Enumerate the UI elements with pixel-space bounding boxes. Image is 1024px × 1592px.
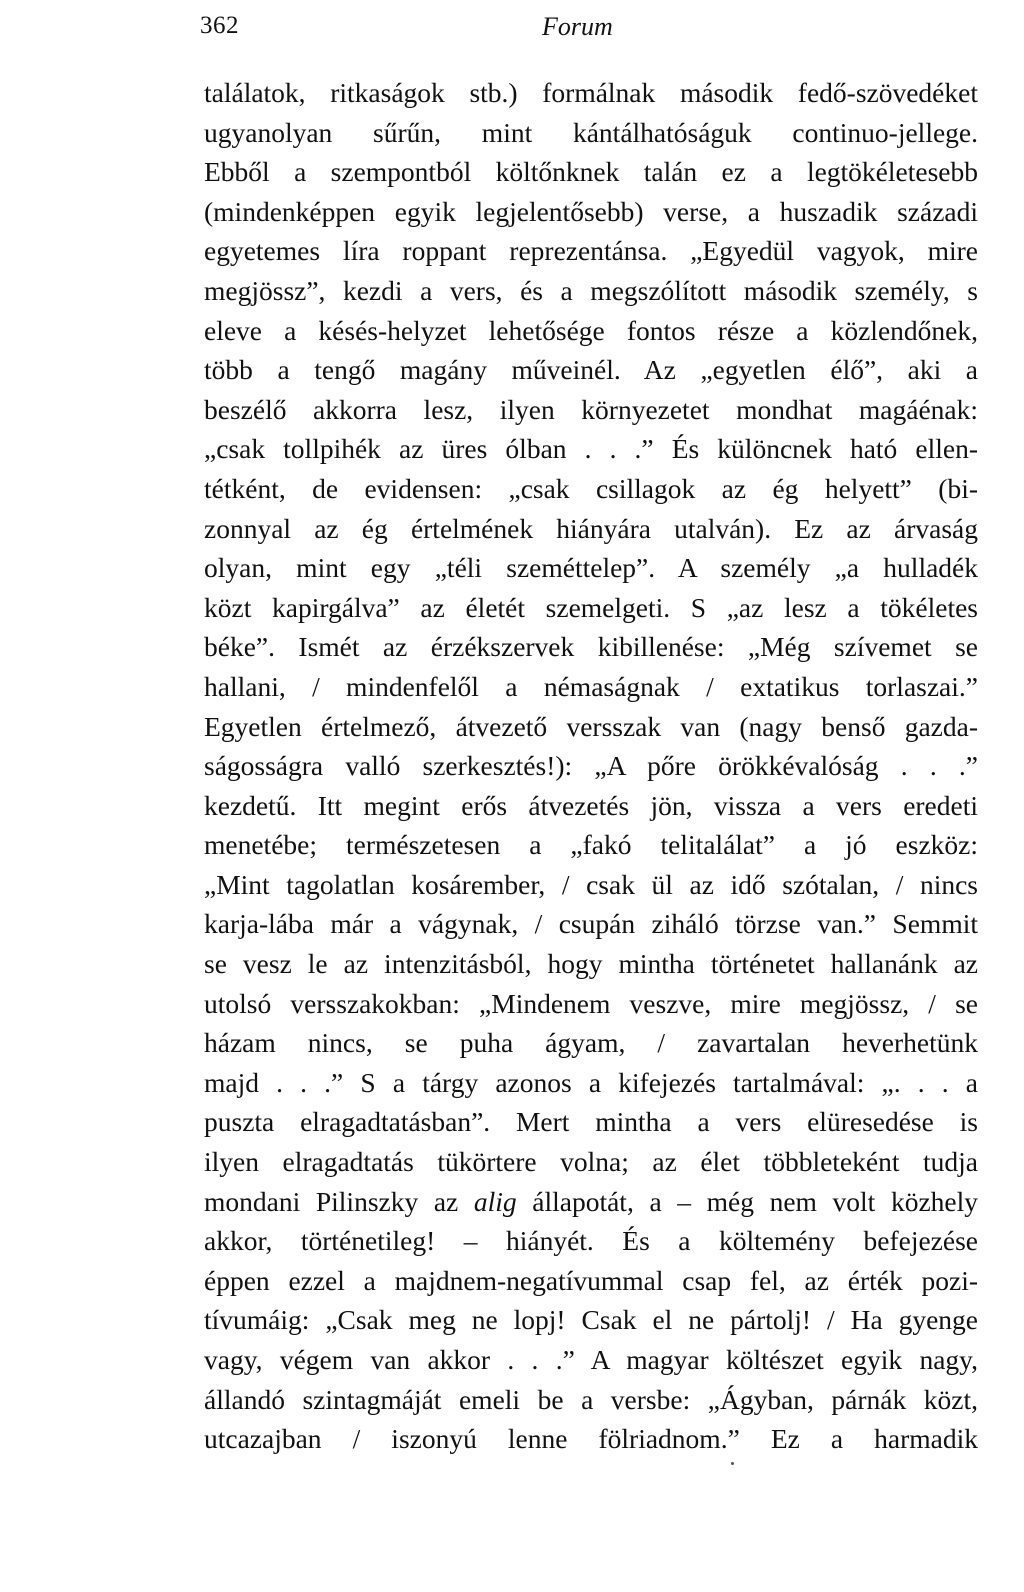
text-line: Ebből a szempontból költőnknek talán ez a legtökéletesebb [204,156,978,188]
emphasized-word: alig [473,1185,517,1217]
text-line: ilyen elragadtatás tükörtere volna; az élet többleteként tudja [204,1146,978,1178]
text-line: „Mint tagolatlan kosárember, / csak ül az idő szótalan, / nincs [204,868,978,900]
journal-title: Forum [542,12,613,41]
print-speck [731,1462,734,1465]
text-line: puszta elragadtatásban”. Mert mintha a vers elüresedése is [204,1106,978,1138]
text-line: ságosságra valló szerkesztés!): „A pőre örökkévalóság . . .” [204,750,978,782]
text-line: majd . . .” S a tárgy azonos a kifejezés tartalmával: „. . . a [204,1066,978,1098]
text-line: olyan, mint egy „téli szeméttelep”. A személy „a hulladék [204,552,978,584]
text-line: kezdetű. Itt megint erős átvezetés jön, vissza a vers eredeti [204,789,978,821]
body-text [204,73,978,1459]
text-line: eleve a késés-helyzet lehetősége fontos része a közlendőnek, [204,314,978,346]
running-head [200,12,980,46]
text-line: éppen ezzel a majdnem-negatívummal csap fel, az érték pozi- [204,1264,978,1296]
text-line: akkor, történetileg! – hiányét. És a költemény befejezése [204,1225,978,1257]
text-line: közt kapirgálva” az életét szemelgeti. S „az lesz a tökéletes [204,591,978,623]
text-line: zonnyal az ég értelmének hiányára utalván). Ez az árvaság [204,512,978,544]
text-line: Egyetlen értelmező, átvezető versszak van (nagy benső gazda- [204,710,978,742]
text-line: találatok, ritkaságok stb.) formálnak második fedő-szövedéket [204,77,978,108]
text-line: hallani, / mindenfelől a némaságnak / extatikus torlaszai.” [204,670,978,702]
text-line: tívumáig: „Csak meg ne lopj! Csak el ne pártolj! / Ha gyenge [204,1304,978,1336]
page-number: 362 [200,12,239,39]
text-line: egyetemes líra roppant reprezentánsa. „Egyedül vagyok, mire [204,235,978,267]
text-line: mondani Pilinszky az alig állapotát, a – még nem volt közhely [204,1185,978,1217]
text-line: béke”. Ismét az érzékszervek kibillenése: „Még szívemet se [204,631,978,663]
text-line: menetébe; természetesen a „fakó telitalálat” a jó eszköz: [204,829,978,861]
text-line: megjössz”, kezdi a vers, és a megszólított második személy, s [204,274,978,306]
text-line: vagy, végem van akkor . . .” A magyar költészet egyik nagy, [204,1344,978,1375]
text-line: állandó szintagmáját emeli be a versbe: „Ágyban, párnák közt, [204,1383,978,1415]
text-line: több a tengő magány műveinél. Az „egyetlen élő”, aki a [204,354,978,386]
text-line: utcazajban / iszonyú lenne fölriadnom.” Ez a harmadik [204,1423,978,1455]
text-line: házam nincs, se puha ágyam, / zavartalan heverhetünk [204,1027,978,1059]
text-line: „csak tollpihék az üres ólban . . .” És különcnek ható ellen- [204,433,978,465]
text-line: beszélő akkorra lesz, ilyen környezetet mondhat magáénak: [204,393,978,425]
text-line: (mindenképpen egyik legjelentősebb) verse, a huszadik századi [204,195,978,227]
text-line: karja-lába már a vágynak, / csupán ziháló törzse van.” Semmit [204,908,978,940]
text-line: ugyanolyan sűrűn, mint kántálhatóságuk continuo-jellege. [204,116,978,148]
text-line: se vesz le az intenzitásból, hogy mintha történetet hallanánk az [204,948,978,980]
text-line: utolsó versszakokban: „Mindenem veszve, mire megjössz, / se [204,987,978,1019]
text-line: tétként, de evidensen: „csak csillagok az ég helyett” (bi- [204,472,978,504]
